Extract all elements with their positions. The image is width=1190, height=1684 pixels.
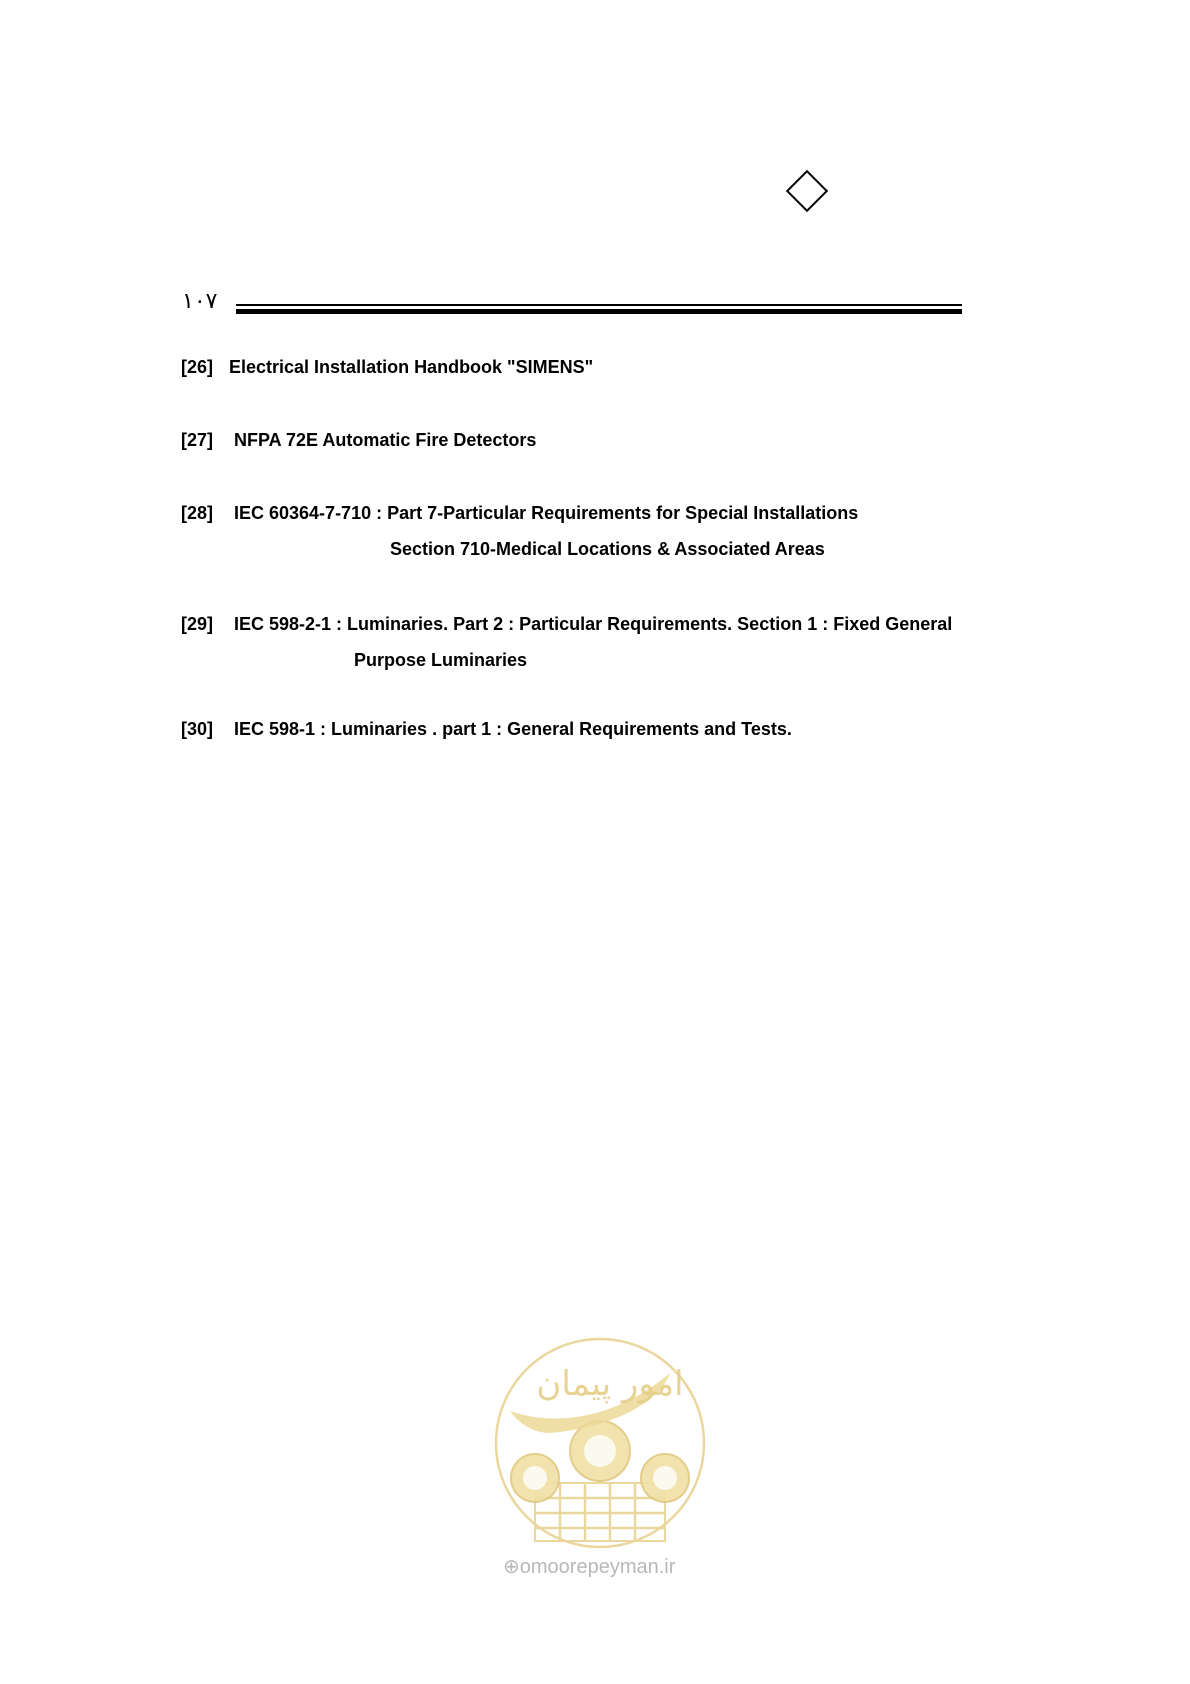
reference-number: [29] (181, 614, 214, 634)
reference-title: IEC 598-1 : Luminaries . part 1 : General Requirements and Tests. (234, 719, 792, 739)
header-double-rule (236, 304, 962, 314)
globe-icon: ⊕ (503, 1556, 520, 1578)
reference-title: IEC 60364-7-710 : Part 7-Particular Requirements for Special Installations (234, 503, 859, 523)
watermark-url: ⊕omoorepeyman.ir (503, 1556, 676, 1578)
reference-title: NFPA 72E Automatic Fire Detectors (234, 430, 537, 450)
reference-title-continuation: Purpose Luminaries (354, 650, 528, 670)
reference-number: [28] (181, 503, 214, 523)
reference-number: [27] (181, 430, 214, 450)
reference-title-continuation: Section 710-Medical Locations & Associated Areas (390, 539, 825, 559)
watermark-logo-icon (490, 1333, 710, 1573)
reference-title: IEC 598-2-1 : Luminaries. Part 2 : Particular Requirements. Section 1 : Fixed General (234, 614, 953, 634)
page-number: ۱۰۷ (182, 289, 218, 314)
reference-number: [30] (181, 719, 214, 739)
diamond-ornament-icon (786, 170, 828, 212)
watermark-logo-text: امور پیمان (536, 1364, 684, 1404)
reference-title: Electrical Installation Handbook "SIMENS" (229, 357, 594, 377)
reference-number: [26] (181, 357, 214, 377)
